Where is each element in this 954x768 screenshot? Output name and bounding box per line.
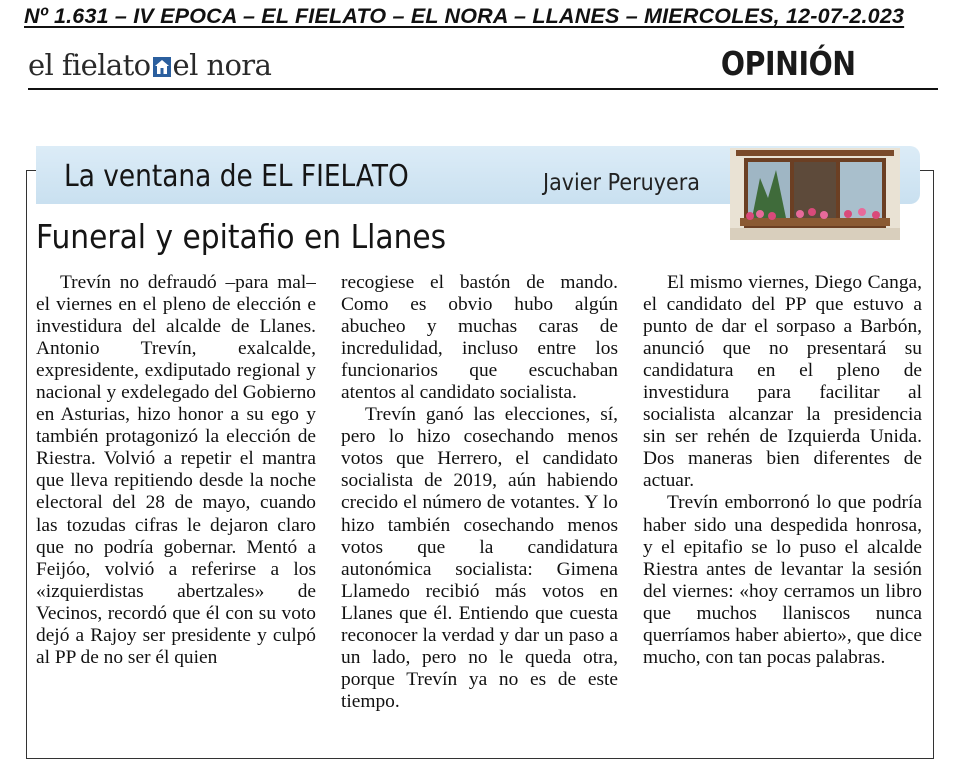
paragraph: Trevín no defraudó –para mal– el viernes en el pleno de elección e investidura del alcalde de Llanes. Antonio Trevín, exalcalde, expresidente, exdiputado regional y nacional y exdelegado del Gobierno en Asturias, hizo honor a su ego y también protagonizó la elección de Riestra. Volvió a repetir el mantra que lleva repitiendo desde la noche electoral del 28 de mayo, cuando las tozudas cifras le dejaron claro que no podría gobernar. Mentó a Feijóo, volvió a referirse a los «izquierdistas abertzales» de Vecinos, recordó que él con su voto dejó a Rajoy ser presidente y culpó al PP de no ser él quien	[36, 272, 316, 668]
masthead	[28, 44, 938, 90]
paragraph-continuation: recogiese el bastón de mando. Como es obvio hubo algún abucheo y muchas caras de incredulidad, incluso entre los funcionarios que escuchaban atentos al candidato socialista.	[341, 272, 618, 404]
column-name: La ventana de EL FIELATO	[64, 159, 409, 194]
newspaper-logo	[28, 48, 271, 82]
headline: Funeral y epitafio en Llanes	[36, 217, 447, 256]
logo-left-text: el fielato	[28, 48, 151, 82]
house-icon	[152, 51, 172, 73]
article-column-1	[36, 272, 316, 742]
article-column-3	[643, 272, 922, 742]
section-title: OPINIÓN	[721, 44, 856, 83]
paragraph: El mismo viernes, Diego Canga, el candidato del PP que estuvo a punto de dar el sorpaso a Barbón, anunció que no presentará su candidatura en el pleno de investidura para facilitar al socialista alcanzar la presidencia sin ser rehén de Izquierda Unida. Dos maneras bien diferentes de actuar.	[643, 272, 922, 492]
paragraph: Trevín emborronó lo que podría haber sido una despedida honrosa, y el epitafio se lo puso el alcalde Riestra antes de levantar la sesión del viernes: «hoy cerramos un libro que muchos llaniscos nunca querríamos haber abierto», que dice mucho, con tan pocas palabras.	[643, 492, 922, 668]
frame-top-right	[918, 170, 933, 171]
issue-line: Nº 1.631 – IV EPOCA – EL FIELATO – EL NORA – LLANES – MIERCOLES, 12-07-2.023	[24, 4, 905, 28]
article-column-2	[341, 272, 618, 742]
window-flowers-photo	[730, 148, 900, 240]
paragraph: Trevín ganó las elecciones, sí, pero lo hizo cosechando menos votos que Herrero, el candidato socialista de 2019, aún habiendo crecido el número de votantes. Y lo hizo también cosechando menos votos que la candidatura autonómica socialista: Gimena Llamedo recibió más votos en Llanes que él. Entiendo que cuesta reconocer la verdad y dar un paso a un lado, pero no le queda otra, porque Trevín ya no es de este tiempo.	[341, 404, 618, 712]
author-name: Javier Peruyera	[543, 170, 700, 196]
logo-right-text: el nora	[172, 48, 272, 82]
